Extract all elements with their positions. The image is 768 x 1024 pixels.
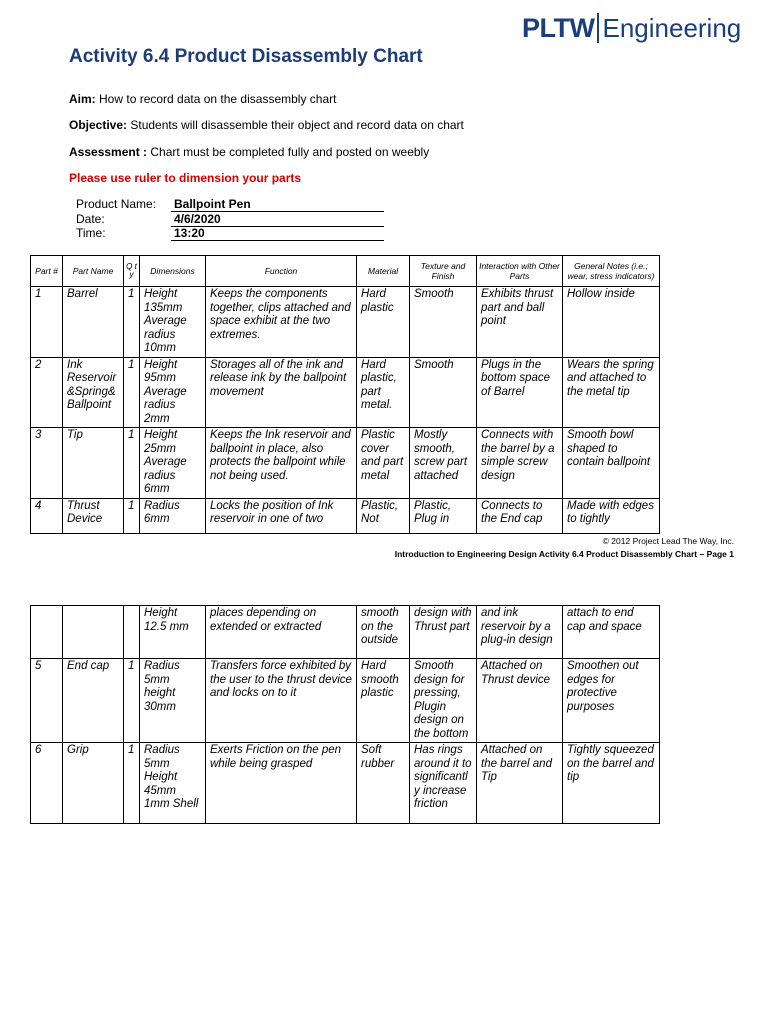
cell-part-no	[31, 606, 63, 659]
cell-notes: attach to end cap and space	[563, 606, 660, 659]
cell-texture: Smooth design for pressing, Plugin design on the bottom	[410, 659, 477, 743]
cell-qty: 1	[124, 287, 140, 358]
header-qty: Q t y	[124, 256, 140, 287]
cell-part-name: Thrust Device	[63, 498, 124, 533]
cell-notes: Wears the spring and attached to the metal tip	[563, 357, 660, 428]
time-value: 13:20	[171, 226, 384, 241]
cell-function: Storages all of the ink and release ink by the ballpoint movement	[206, 357, 357, 428]
pltw-logo	[522, 8, 741, 48]
cell-part-name: Barrel	[63, 287, 124, 358]
header-notes: General Notes (i.e.; wear, stress indicators)	[563, 256, 660, 287]
cell-texture: Smooth	[410, 357, 477, 428]
cell-part-name: End cap	[63, 659, 124, 743]
table-row	[31, 357, 660, 428]
cell-texture: Mostly smooth, screw part attached	[410, 428, 477, 499]
cell-qty: 1	[124, 498, 140, 533]
cell-function: Exerts Friction on the pen while being grasped	[206, 743, 357, 824]
page-reference: Introduction to Engineering Design Activity 6.4 Product Disassembly Chart – Page 1	[394, 549, 734, 559]
header-texture: Texture and Finish	[410, 256, 477, 287]
cell-notes: Hollow inside	[563, 287, 660, 358]
header-part-name: Part Name	[63, 256, 124, 287]
table-row	[31, 606, 660, 659]
aim-label: Aim:	[69, 92, 96, 106]
header-part-no: Part #	[31, 256, 63, 287]
assessment-line	[69, 145, 429, 159]
cell-material: smooth on the outside	[357, 606, 410, 659]
disassembly-table-continued	[30, 605, 660, 824]
disassembly-table	[30, 255, 660, 534]
date-value: 4/6/2020	[171, 212, 384, 227]
cell-material: Hard plastic	[357, 287, 410, 358]
cell-part-no: 1	[31, 287, 63, 358]
product-name-label: Product Name:	[76, 197, 157, 211]
table-row	[31, 287, 660, 358]
product-name-value: Ballpoint Pen	[171, 197, 384, 212]
header-function: Function	[206, 256, 357, 287]
logo-brand: PLTW	[522, 12, 595, 43]
ruler-notice: Please use ruler to dimension your parts	[69, 171, 302, 185]
logo-divider	[597, 13, 599, 43]
cell-qty: 1	[124, 659, 140, 743]
header-interaction: Interaction with Other Parts	[477, 256, 563, 287]
objective-label: Objective:	[69, 118, 128, 132]
cell-part-name: Ink Reservoir &Spring& Ballpoint	[63, 357, 124, 428]
table-row	[31, 743, 660, 824]
cell-notes: Made with edges to tightly	[563, 498, 660, 533]
cell-qty: 1	[124, 357, 140, 428]
cell-texture: Plastic, Plug in	[410, 498, 477, 533]
cell-part-no: 2	[31, 357, 63, 428]
cell-part-name	[63, 606, 124, 659]
table-header-row	[31, 256, 660, 287]
copyright-text: © 2012 Project Lead The Way, Inc.	[602, 536, 734, 546]
table-row	[31, 428, 660, 499]
cell-texture: Smooth	[410, 287, 477, 358]
cell-dimensions: Radius 5mm height 30mm	[140, 659, 206, 743]
cell-dimensions: Height 95mm Average radius 2mm	[140, 357, 206, 428]
cell-material: Plastic, Not	[357, 498, 410, 533]
header-material: Material	[357, 256, 410, 287]
cell-dimensions: Radius 6mm	[140, 498, 206, 533]
cell-part-name: Tip	[63, 428, 124, 499]
assessment-label: Assessment :	[69, 145, 148, 159]
cell-qty	[124, 606, 140, 659]
cell-interaction: Exhibits thrust part and ball point	[477, 287, 563, 358]
page-title: Activity 6.4 Product Disassembly Chart	[69, 46, 423, 67]
cell-texture: design with Thrust part	[410, 606, 477, 659]
logo-division: Engineering	[602, 12, 742, 43]
cell-interaction: Attached on the barrel and Tip	[477, 743, 563, 824]
cell-part-name: Grip	[63, 743, 124, 824]
cell-dimensions: Height 25mm Average radius 6mm	[140, 428, 206, 499]
table-row	[31, 659, 660, 743]
aim-text: How to record data on the disassembly chart	[99, 92, 337, 106]
cell-function: Keeps the Ink reservoir and ballpoint in place, also protects the ballpoint while not being used.	[206, 428, 357, 499]
cell-part-no: 4	[31, 498, 63, 533]
table-row	[31, 498, 660, 533]
date-label: Date:	[76, 212, 105, 226]
cell-function: places depending on extended or extracted	[206, 606, 357, 659]
cell-dimensions: Height 12.5 mm	[140, 606, 206, 659]
cell-material: Plastic cover and part metal	[357, 428, 410, 499]
cell-material: Soft rubber	[357, 743, 410, 824]
time-label: Time:	[76, 226, 106, 240]
cell-notes: Smooth bowl shaped to contain ballpoint	[563, 428, 660, 499]
cell-texture: Has rings around it to significantl y increase friction	[410, 743, 477, 824]
cell-material: Hard plastic, part metal.	[357, 357, 410, 428]
objective-line	[69, 118, 464, 132]
cell-material: Hard smooth plastic	[357, 659, 410, 743]
header-dimensions: Dimensions	[140, 256, 206, 287]
cell-part-no: 3	[31, 428, 63, 499]
assessment-text: Chart must be completed fully and posted on weebly	[150, 145, 430, 159]
cell-qty: 1	[124, 428, 140, 499]
aim-line	[69, 92, 336, 106]
cell-qty: 1	[124, 743, 140, 824]
objective-text: Students will disassemble their object and record data on chart	[130, 118, 464, 132]
cell-dimensions: Height 135mm Average radius 10mm	[140, 287, 206, 358]
cell-function: Transfers force exhibited by the user to the thrust device and locks on to it	[206, 659, 357, 743]
cell-interaction: and ink reservoir by a plug-in design	[477, 606, 563, 659]
cell-interaction: Connects to the End cap	[477, 498, 563, 533]
cell-notes: Tightly squeezed on the barrel and tip	[563, 743, 660, 824]
cell-part-no: 5	[31, 659, 63, 743]
cell-interaction: Connects with the barrel by a simple screw design	[477, 428, 563, 499]
cell-interaction: Attached on Thrust device	[477, 659, 563, 743]
cell-function: Keeps the components together, clips attached and space exhibit at the two extremes.	[206, 287, 357, 358]
cell-dimensions: Radius 5mm Height 45mm 1mm Shell	[140, 743, 206, 824]
cell-function: Locks the position of Ink reservoir in one of two	[206, 498, 357, 533]
cell-interaction: Plugs in the bottom space of Barrel	[477, 357, 563, 428]
cell-notes: Smoothen out edges for protective purposes	[563, 659, 660, 743]
cell-part-no: 6	[31, 743, 63, 824]
